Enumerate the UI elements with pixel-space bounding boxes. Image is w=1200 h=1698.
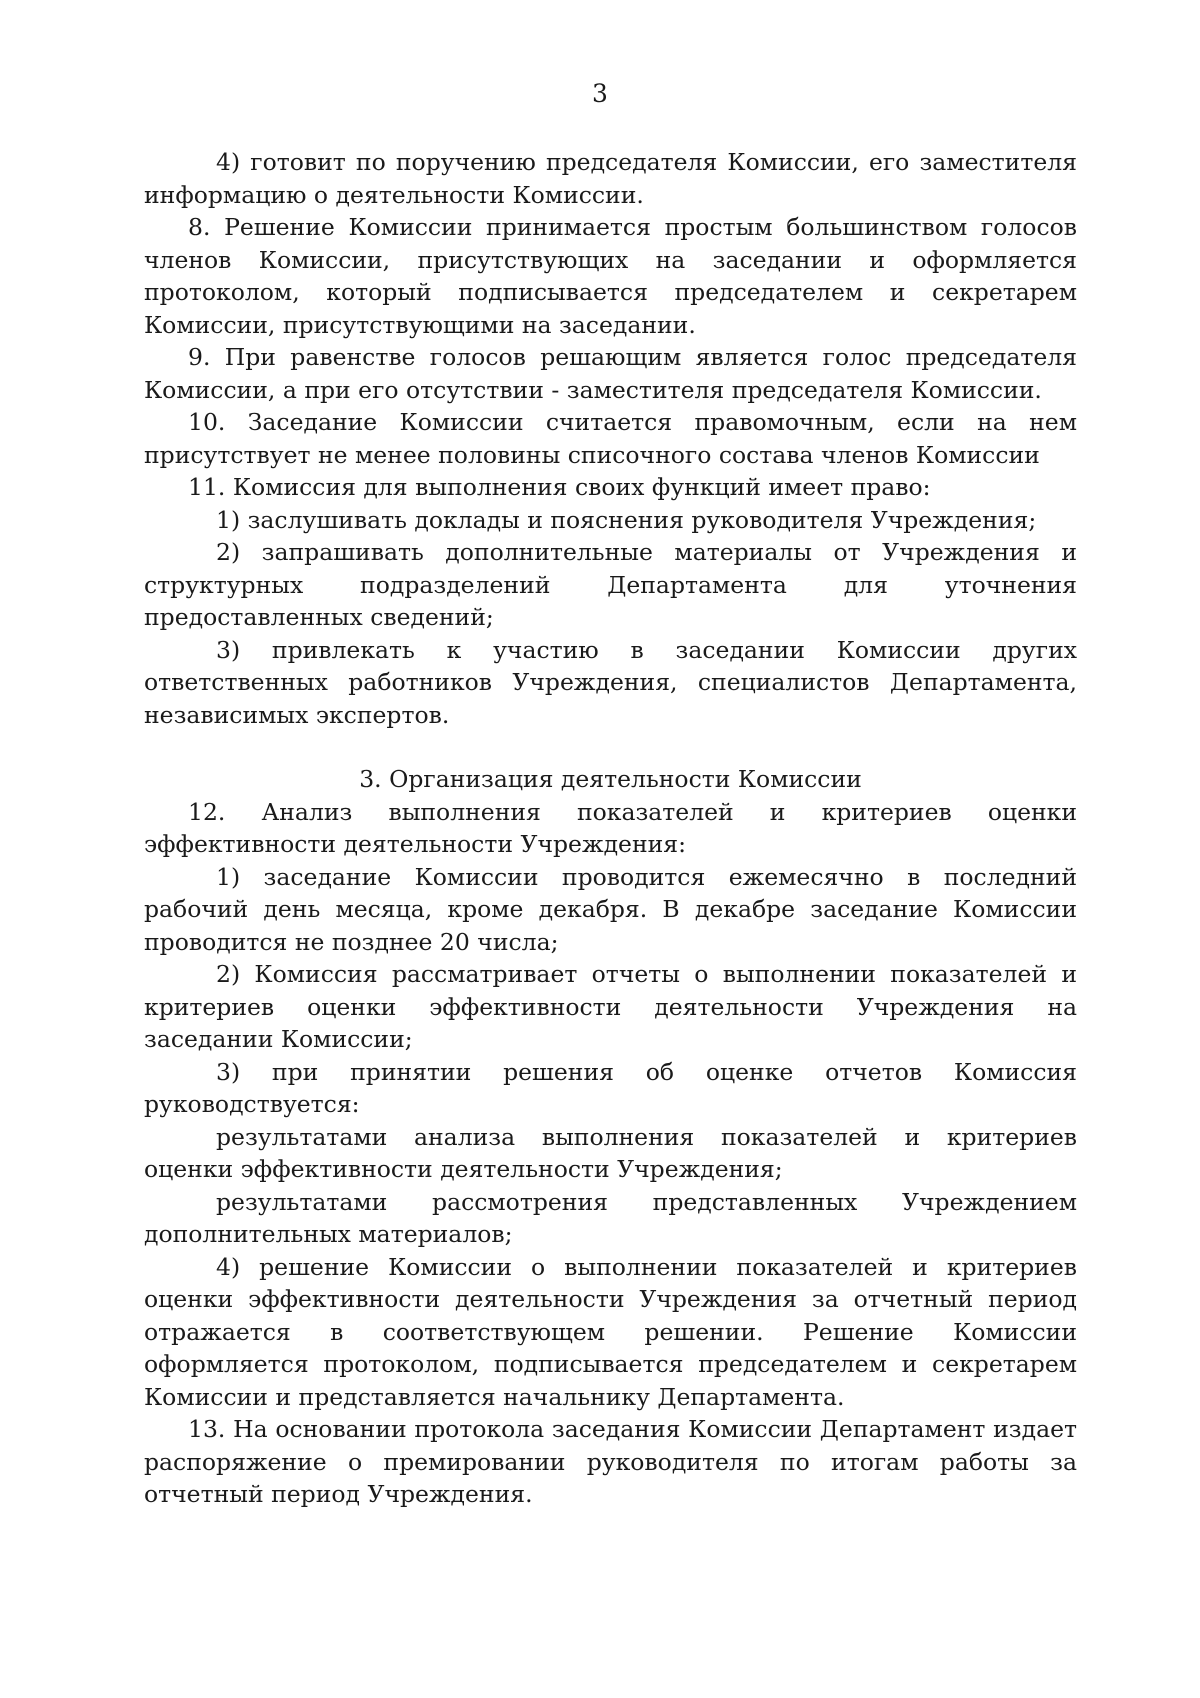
paragraph-9-vote-equality: 9. При равенстве голосов решающим является голос председателя Комиссии, а при его отсутствии - заместителя председателя Комиссии. [144,343,1077,404]
paragraph-4-prepare-info: 4) готовит по поручению председателя Комиссии, его заместителя информацию о деятельности Комиссии. [144,148,1077,209]
paragraph-12-2-review-reports: 2) Комиссия рассматривает отчеты о выполнении показателей и критериев оценки эффективности деятельности Учреждения на заседании Комиссии; [144,960,1077,1053]
paragraph-12-4-decision-protocol: 4) решение Комиссии о выполнении показателей и критериев оценки эффективности деятельности Учреждения за отчетный период отражается в соответствующем решении. Решение Комиссии оформляется протоколом, подписывается председателем и секретарем Комиссии и представляется начальнику Департамента. [144,1252,1077,1411]
paragraph-analysis-results: результатами анализа выполнения показателей и критериев оценки эффективности деятельности Учреждения; [144,1122,1077,1183]
paragraph-11-3-involve-experts: 3) привлекать к участию в заседании Комиссии других ответственных работников Учреждения, специалистов Департамента, независимых экспертов. [144,635,1077,729]
paragraph-11-1-reports: 1) заслушивать доклады и пояснения руководителя Учреждения; [216,505,1037,534]
paragraph-12-analysis: 12. Анализ выполнения показателей и критериев оценки эффективности деятельности Учреждения: [144,797,1077,858]
paragraph-11-2-request-materials: 2) запрашивать дополнительные материалы от Учреждения и структурных подразделений Департамента для уточнения предоставленных сведений; [144,538,1077,631]
document-body [144,146,1077,1511]
paragraph-8-decision: 8. Решение Комиссии принимается простым большинством голосов членов Комиссии, присутствующих на заседании и оформляется протоколом, который подписывается председателем и секретарем Комиссии, присутствующими на заседании. [144,213,1077,339]
paragraph-12-1-meeting-schedule: 1) заседание Комиссии проводится ежемесячно в последний рабочий день месяца, кроме декабря. В декабре заседание Комиссии проводится не позднее 20 числа; [144,862,1077,956]
paragraph-review-results: результатами рассмотрения представленных Учреждением дополнительных материалов; [144,1187,1077,1248]
paragraph-11-rights: 11. Комиссия для выполнения своих функций имеет право: [188,473,931,501]
section-title: 3. Организация деятельности Комиссии [359,765,862,793]
paragraph-12-3-decision-basis: 3) при принятии решения об оценке отчетов Комиссия руководствуется: [144,1057,1077,1118]
page-number: 3 [592,79,608,108]
paragraph-13-order: 13. На основании протокола заседания Комиссии Департамент издает распоряжение о премировании руководителя по итогам работы за отчетный период Учреждения. [144,1415,1077,1508]
paragraph-10-quorum: 10. Заседание Комиссии считается правомочным, если на нем присутствует не менее половины списочного состава членов Комиссии [144,408,1077,469]
